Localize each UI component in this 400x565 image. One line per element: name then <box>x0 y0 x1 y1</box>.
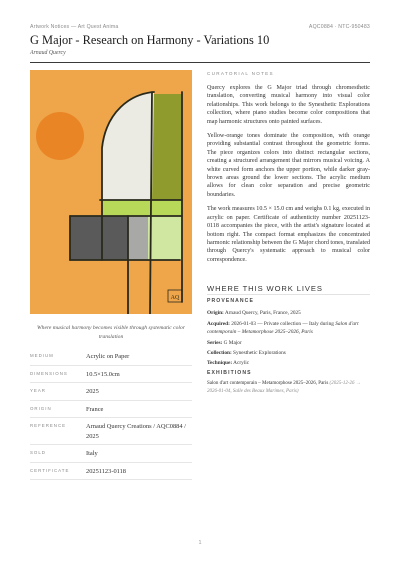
details-row <box>30 348 192 366</box>
curatorial-paragraph: Yellow-orange tones dominate the composition, with orange providing substantial contrast throughout the geometric forms. The piece organizes colors into distinct rectangular sections, creating a structured arrangement that mirrors musical voicing. A white curved form anchors the upper portion, while darker gray-brown areas ground the lower sections. The acrylic medium allows for clean color separation and precise geometric boundaries. <box>207 133 370 198</box>
provenance-series <box>207 339 370 347</box>
artwork-caption: Where musical harmony becomes visible through systematic color translation <box>37 325 185 340</box>
lives-heading: WHERE THIS WORK LIVES <box>207 284 323 293</box>
reference-code: AQC0884 · NTC-950483 <box>308 24 370 30</box>
exhibition-dates: (2025-12-26 → 2026-01-04, Salle des Beaux Marimes, Paris) <box>207 381 361 394</box>
series-value: G Major <box>223 340 242 346</box>
details-value: 2025 <box>86 388 99 395</box>
title-divider <box>30 62 370 63</box>
details-key: ORIGIN <box>30 405 52 411</box>
art-lime-block <box>102 200 182 216</box>
exhibitions-heading: EXHIBITIONS <box>207 370 252 376</box>
acquired-prefix: 2026-01-03 — Private collection — Italy during <box>231 321 334 327</box>
details-key: REFERENCE <box>30 423 67 428</box>
provenance-collection <box>207 349 370 357</box>
details-value: Arnaud Quercy Creations / AQC0884 / 2025 <box>86 423 186 440</box>
exhibition-name: Salon d'art contemporain – Metamorphose 2025–2026, Paris <box>207 381 329 386</box>
details-key: YEAR <box>30 388 46 393</box>
art-signature: AQ <box>170 295 180 301</box>
provenance-heading: PROVENANCE <box>207 298 254 304</box>
artwork-painting <box>30 70 192 314</box>
curatorial-notes <box>207 71 370 264</box>
acquired-event: Salon d'art contemporain – Metamorphose 2025–2026, Paris <box>207 321 359 336</box>
details-value: Italy <box>86 450 98 457</box>
artwork-image <box>30 70 192 314</box>
details-row <box>30 383 192 401</box>
technique-label: Technique: <box>207 360 233 366</box>
provenance-technique <box>207 359 370 367</box>
details-key: CERTIFICATE <box>30 467 70 473</box>
details-key: SOLD <box>30 450 46 455</box>
origin-label: Origin: <box>207 310 224 316</box>
details-value: 20251123-0118 <box>86 467 126 475</box>
art-light-gray-block <box>128 216 148 260</box>
details-value: 10.5×15.0cm <box>86 370 120 378</box>
details-row <box>30 366 192 384</box>
origin-value: Arnaud Quercy, Paris, France, 2025 <box>224 310 301 316</box>
curatorial-paragraph: Quercy explores the G Major triad through chromesthetic translation, converting musical harmony into visual color relationships. This work belongs to the Synesthetic Explorations collection, where piano studies become color compositions that map harmonic structures onto painted surfaces. <box>207 85 370 125</box>
details-table <box>30 348 192 480</box>
artist-name: Arnaud Quercy <box>30 50 66 56</box>
page-title: G Major - Research on Harmony - Variations 10 <box>30 33 270 47</box>
details-row <box>30 445 192 463</box>
provenance-origin <box>207 309 370 317</box>
details-row <box>30 401 192 419</box>
lives-divider <box>207 294 370 295</box>
details-key: DIMENSIONS <box>30 370 68 376</box>
series-label: Series: <box>207 340 223 346</box>
art-dark-gray-block <box>70 216 128 260</box>
exhibition-entry <box>207 380 370 395</box>
page-number: 1 <box>198 540 202 546</box>
curatorial-kicker: CURATORIAL NOTES <box>207 71 274 76</box>
acquired-label: Acquired: <box>207 321 230 327</box>
art-orange-circle <box>36 112 84 160</box>
technique-value: Acrylic <box>233 360 250 366</box>
provenance-acquired <box>207 320 370 337</box>
details-row <box>30 463 192 481</box>
details-value: Acrylic on Paper <box>86 353 130 360</box>
art-light-green-block <box>148 216 182 260</box>
details-row <box>30 418 192 445</box>
details-value: France <box>86 405 104 413</box>
curatorial-paragraph: The work measures 10.5 × 15.0 cm and weighs 0.1 kg, executed in acrylic on paper. Certificate of authenticity number 20251123-0118 accompanies the piece, with the artist's signature located at bottom right. The compact format emphasizes the concentrated harmonic relationship between the G Major chord tones, translated through Quercy's systematic approach to musical color correspondence. <box>207 206 370 263</box>
collection-value: Synesthetic Explorations <box>233 350 286 356</box>
breadcrumb[interactable]: Artwork Notices — Art Quest Anima <box>30 24 119 30</box>
details-key: MEDIUM <box>30 353 54 358</box>
collection-label: Collection: <box>207 350 232 356</box>
